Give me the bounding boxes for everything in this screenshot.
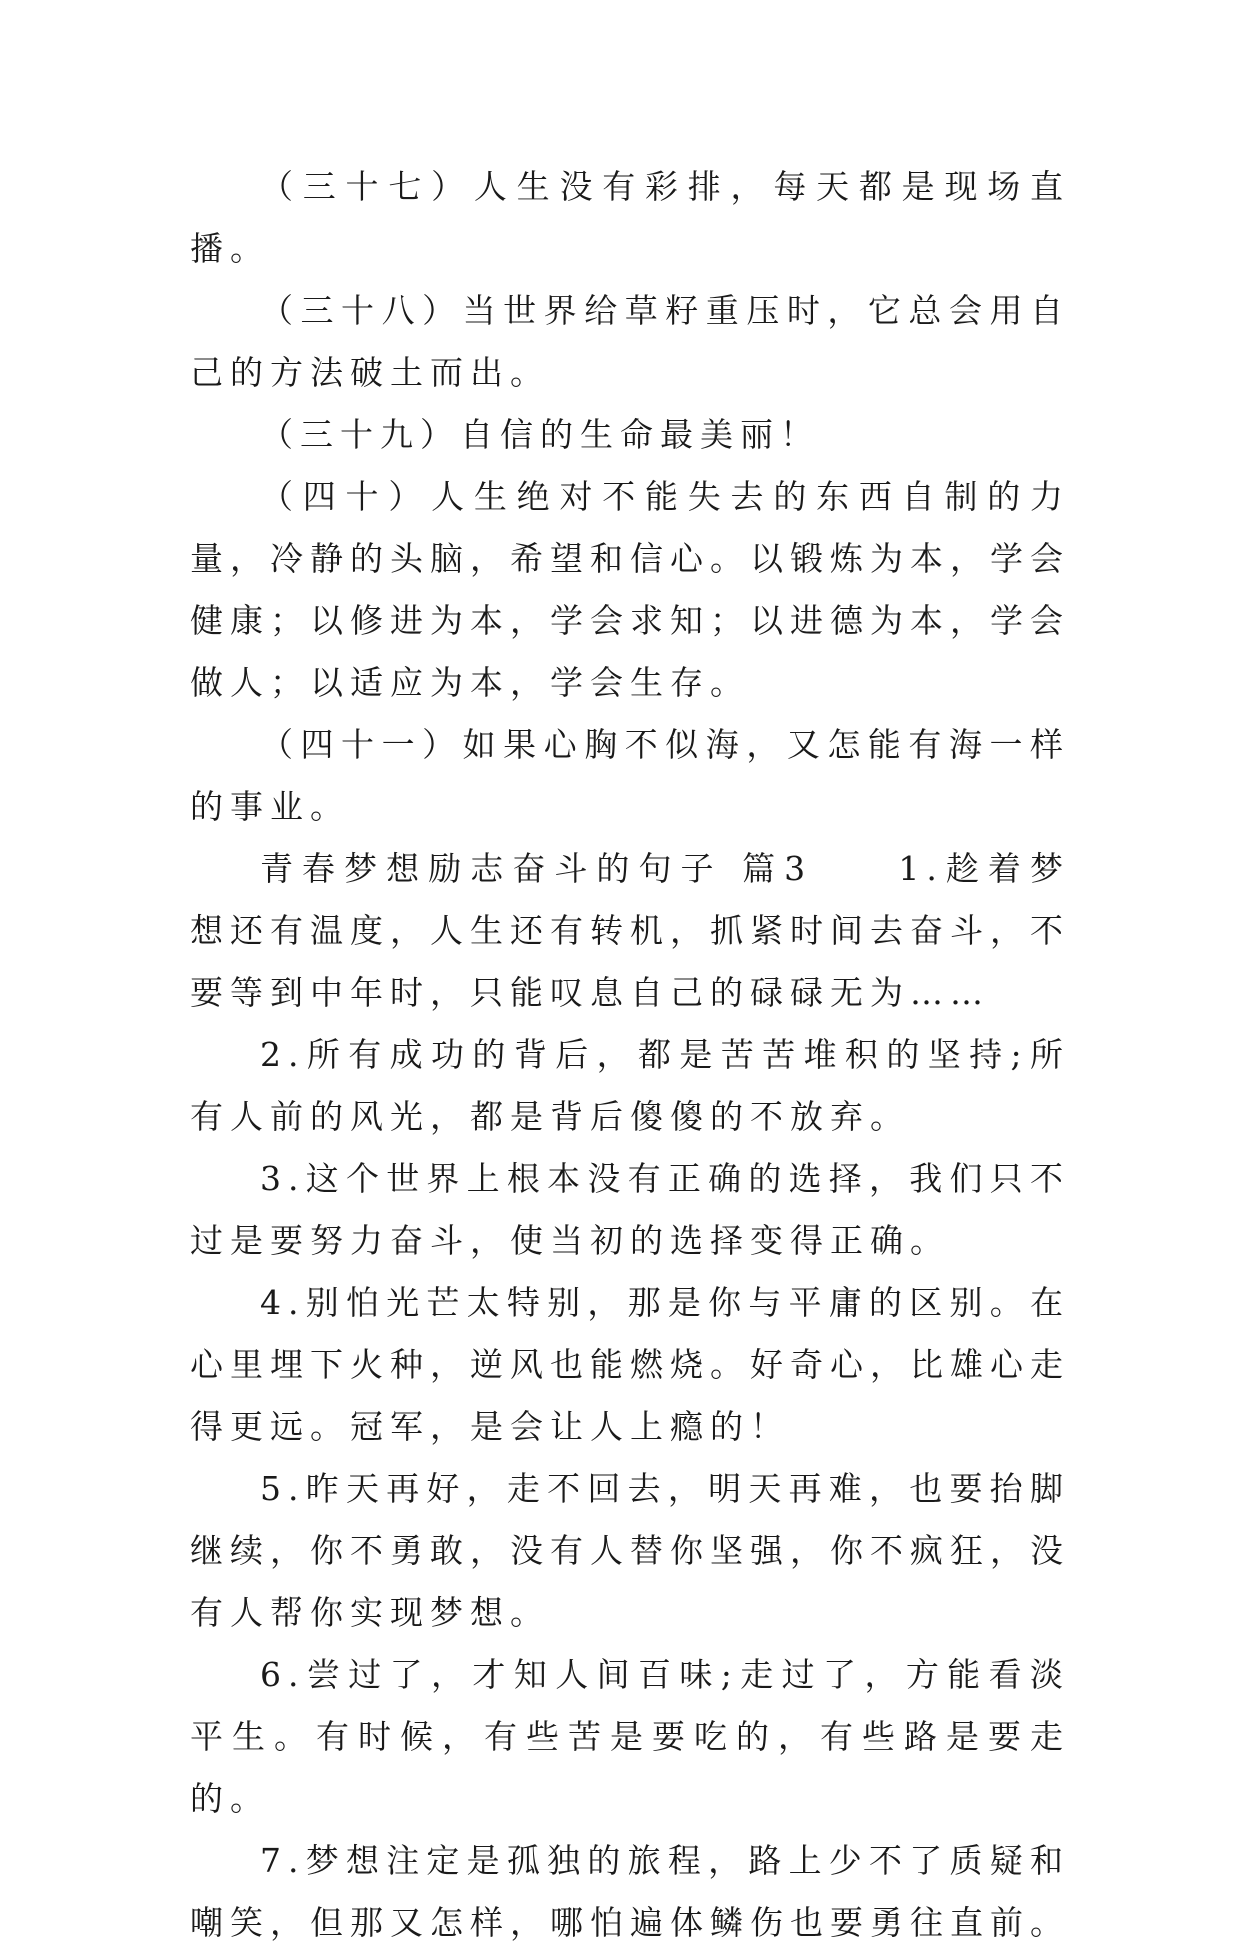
list-item-3: 3.这个世界上根本没有正确的选择，我们只不过是要努力奋斗，使当初的选择变得正确。 — [190, 1159, 1070, 1260]
list-item-5: 5.昨天再好，走不回去，明天再难，也要抬脚继续，你不勇敢，没有人替你坚强，你不疯狂，没有人帮你实现梦想。 — [190, 1469, 1070, 1632]
section-heading-paragraph: 青春梦想励志奋斗的句子 篇3 1.趁着梦想还有温度，人生还有转机，抓紧时间去奋斗，不要等到中年时，只能叹息自己的碌碌无为…… — [190, 849, 1070, 1012]
paragraph-37: （三十七）人生没有彩排，每天都是现场直播。 — [190, 167, 1070, 268]
paragraph-38: （三十八）当世界给草籽重压时，它总会用自己的方法破土而出。 — [190, 291, 1070, 392]
paragraph-39: （三十九）自信的生命最美丽！ — [260, 415, 820, 454]
paragraph-41: （四十一）如果心胸不似海，又怎能有海一样的事业。 — [190, 725, 1070, 826]
list-item-7: 7.梦想注定是孤独的旅程，路上少不了质疑和嘲笑，但那又怎样，哪怕遍体鳞伤也要勇往直前。 — [190, 1841, 1070, 1942]
paragraph-40: （四十）人生绝对不能失去的东西自制的力量，冷静的头脑，希望和信心。以锻炼为本，学会健康；以修进为本，学会求知；以进德为本，学会做人；以适应为本，学会生存。 — [190, 477, 1070, 702]
document-page — [190, 156, 1070, 1954]
list-item-4: 4.别怕光芒太特别，那是你与平庸的区别。在心里埋下火种，逆风也能燃烧。好奇心，比雄心走得更远。冠军，是会让人上瘾的！ — [190, 1283, 1070, 1446]
list-item-2: 2.所有成功的背后，都是苦苦堆积的坚持;所有人前的风光，都是背后傻傻的不放弃。 — [190, 1035, 1070, 1136]
list-item-6: 6.尝过了，才知人间百味;走过了，方能看淡平生。有时候，有些苦是要吃的，有些路是要走的。 — [190, 1655, 1070, 1818]
